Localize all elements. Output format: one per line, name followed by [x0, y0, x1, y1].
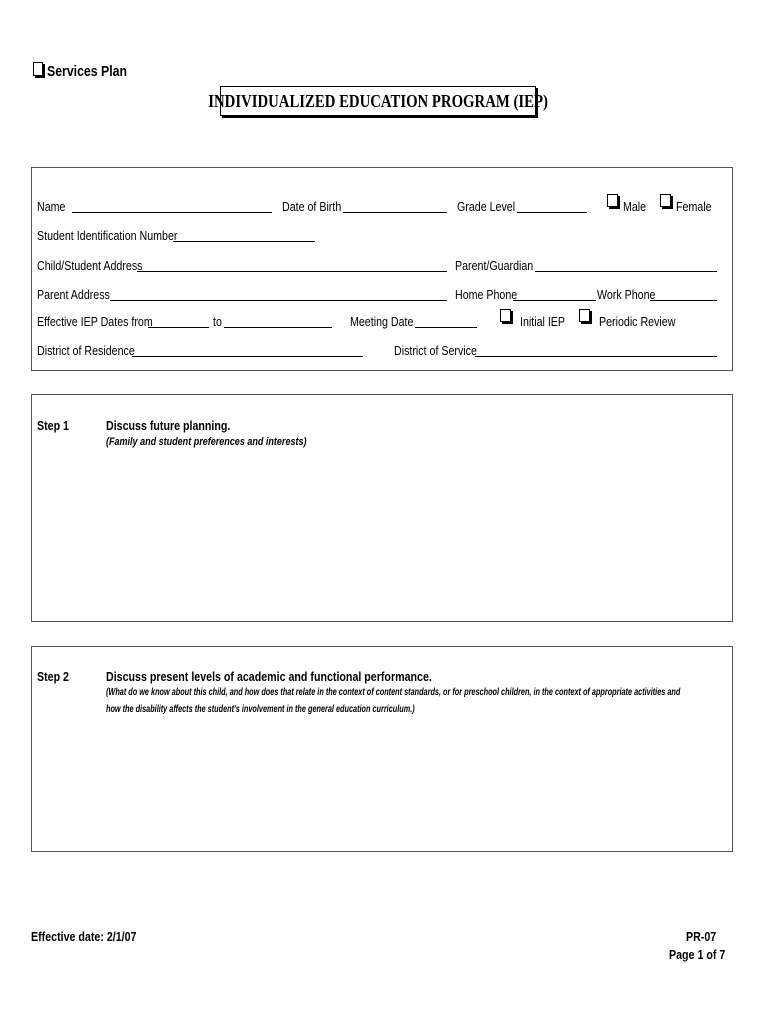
step-2-label: Step 2	[37, 669, 69, 684]
step-2-note-line-2: how the disability affects the student's involvement in the general education curriculum.)	[106, 704, 415, 715]
district-residence-field[interactable]	[132, 356, 363, 357]
female-label: Female	[676, 199, 712, 214]
services-plan-checkbox[interactable]	[33, 62, 43, 76]
work-phone-field[interactable]	[650, 300, 717, 301]
home-phone-label: Home Phone	[455, 287, 518, 302]
step-2-heading: Discuss present levels of academic and functional performance.	[106, 669, 432, 684]
district-service-field[interactable]	[475, 356, 717, 357]
male-label: Male	[623, 199, 647, 214]
dob-field[interactable]	[343, 212, 447, 213]
form-code: PR-07	[686, 929, 717, 944]
parent-guardian-label: Parent/Guardian	[455, 258, 534, 273]
grade-label: Grade Level	[457, 199, 516, 214]
child-address-field[interactable]	[137, 271, 447, 272]
to-label: to	[213, 314, 222, 329]
parent-guardian-field[interactable]	[535, 271, 717, 272]
home-phone-field[interactable]	[513, 300, 596, 301]
iep-dates-label: Effective IEP Dates from	[37, 314, 153, 329]
iep-date-from-field[interactable]	[148, 327, 209, 328]
female-checkbox[interactable]	[660, 194, 671, 207]
initial-iep-checkbox[interactable]	[500, 309, 511, 322]
meeting-date-field[interactable]	[415, 327, 477, 328]
meeting-date-label: Meeting Date	[350, 314, 414, 329]
district-service-label: District of Service	[394, 343, 477, 358]
periodic-review-label: Periodic Review	[599, 314, 676, 329]
name-field[interactable]	[72, 212, 272, 213]
child-address-label: Child/Student Address	[37, 258, 143, 273]
student-id-field[interactable]	[173, 241, 315, 242]
male-checkbox[interactable]	[607, 194, 618, 207]
page-title-box	[208, 86, 548, 116]
work-phone-label: Work Phone	[597, 287, 656, 302]
effective-date: Effective date: 2/1/07	[31, 929, 137, 944]
page-title: INDIVIDUALIZED EDUCATION PROGRAM (IEP)	[208, 90, 548, 111]
parent-address-field[interactable]	[110, 300, 447, 301]
services-plan-label: Services Plan	[47, 63, 128, 80]
grade-field[interactable]	[517, 212, 587, 213]
page-number: Page 1 of 7	[669, 947, 726, 962]
iep-date-to-field[interactable]	[224, 327, 332, 328]
name-label: Name	[37, 199, 66, 214]
step-1-heading: Discuss future planning.	[106, 418, 231, 433]
dob-label: Date of Birth	[282, 199, 342, 214]
student-id-label: Student Identification Number	[37, 228, 178, 243]
initial-iep-label: Initial IEP	[520, 314, 566, 329]
step-1-note: (Family and student preferences and interests)	[106, 436, 307, 448]
step-1-label: Step 1	[37, 418, 69, 433]
periodic-review-checkbox[interactable]	[579, 309, 590, 322]
district-residence-label: District of Residence	[37, 343, 135, 358]
step-2-note-line-1: (What do we know about this child, and how does that relate in the context of content standards, or for preschool children, in the context of appropriate activities and	[106, 687, 681, 698]
parent-address-label: Parent Address	[37, 287, 110, 302]
